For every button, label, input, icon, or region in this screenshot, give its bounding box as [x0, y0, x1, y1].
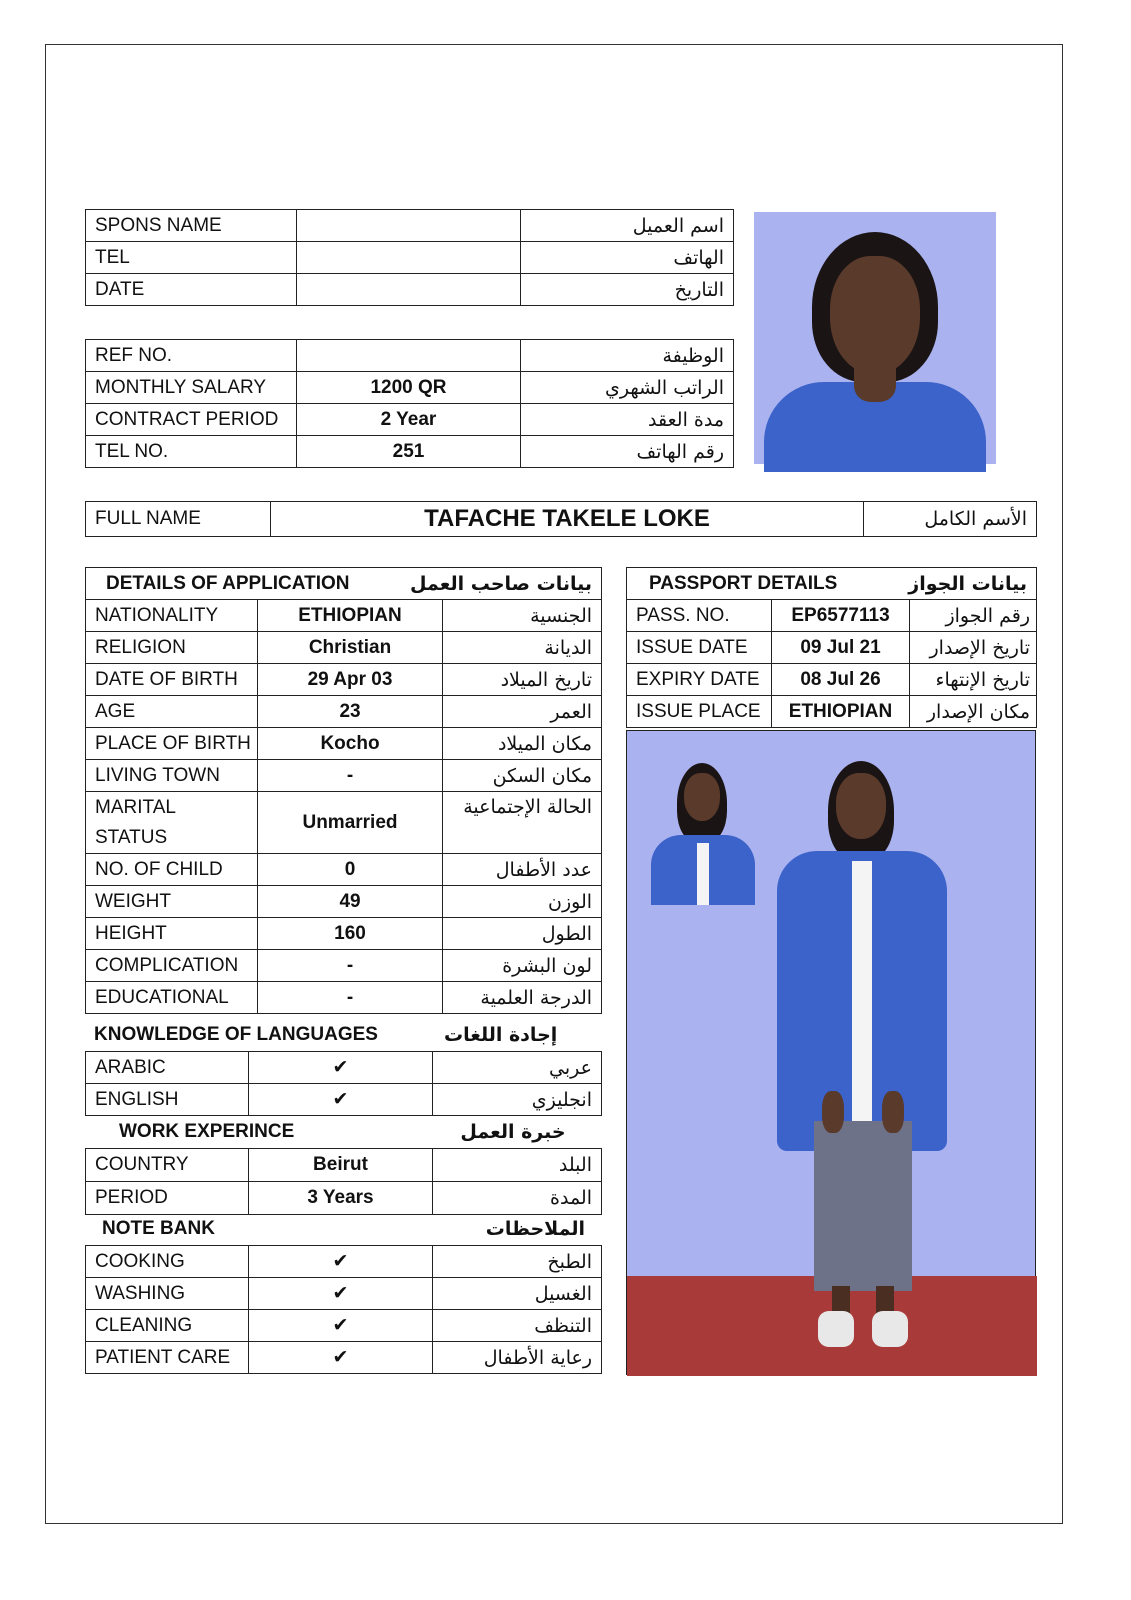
skills-table	[85, 1245, 602, 1374]
languages-title-arabic: إجادة اللغات	[444, 1024, 558, 1046]
children-label: NO. OF CHILD	[86, 854, 258, 886]
table-row	[86, 664, 602, 696]
table-row	[86, 854, 602, 886]
height-value: 160	[258, 918, 443, 950]
children-arabic: عدد الأطفال	[443, 854, 602, 886]
country-label: COUNTRY	[86, 1149, 249, 1182]
issue-place-label: ISSUE PLACE	[627, 696, 772, 728]
washing-label: WASHING	[86, 1278, 249, 1310]
contract-label: CONTRACT PERIOD	[86, 404, 297, 436]
ref-no-label: REF NO.	[86, 340, 297, 372]
date-label: DATE	[86, 274, 297, 306]
spons-name-arabic: اسم العميل	[521, 210, 734, 242]
experience-table	[85, 1148, 602, 1215]
tel-no-arabic: رقم الهاتف	[521, 436, 734, 468]
period-value: 3 Years	[249, 1182, 433, 1215]
dob-label: DATE OF BIRTH	[86, 664, 258, 696]
issue-place-arabic: مكان الإصدار	[910, 696, 1037, 728]
languages-title: KNOWLEDGE OF LANGUAGES	[94, 1024, 378, 1045]
date-value	[297, 274, 521, 306]
job-row-tel	[86, 436, 734, 468]
country-arabic: البلد	[433, 1149, 602, 1182]
arabic-lang-arabic: عربي	[433, 1052, 602, 1084]
cooking-label: COOKING	[86, 1246, 249, 1278]
period-arabic: المدة	[433, 1182, 602, 1215]
religion-arabic: الديانة	[443, 632, 602, 664]
nationality-value: ETHIOPIAN	[258, 600, 443, 632]
table-row	[86, 1310, 602, 1342]
patient-care-check-icon: ✔	[249, 1342, 433, 1374]
sponsor-row-date	[86, 274, 734, 306]
marital-status-arabic: الحالة الإجتماعية	[443, 792, 602, 854]
job-row-ref	[86, 340, 734, 372]
application-title: DETAILS OF APPLICATION	[86, 568, 443, 600]
ref-no-arabic: الوظيفة	[521, 340, 734, 372]
patient-care-label: PATIENT CARE	[86, 1342, 249, 1374]
issue-date-value: 09 Jul 21	[772, 632, 910, 664]
full-name-table	[85, 501, 1037, 537]
pass-no-arabic: رقم الجواز	[910, 600, 1037, 632]
skills-title-arabic: الملاحظات	[485, 1218, 585, 1240]
table-row	[86, 1182, 602, 1215]
cleaning-check-icon: ✔	[249, 1310, 433, 1342]
dob-value: 29 Apr 03	[258, 664, 443, 696]
religion-value: Christian	[258, 632, 443, 664]
english-lang-label: ENGLISH	[86, 1084, 249, 1116]
place-of-birth-value: Kocho	[258, 728, 443, 760]
living-town-label: LIVING TOWN	[86, 760, 258, 792]
full-name-label: FULL NAME	[86, 502, 271, 537]
languages-table	[85, 1051, 602, 1116]
cooking-arabic: الطبخ	[433, 1246, 602, 1278]
children-value: 0	[258, 854, 443, 886]
table-row	[86, 696, 602, 728]
living-town-value: -	[258, 760, 443, 792]
full-body-photo	[626, 730, 1036, 1375]
arabic-lang-check-icon: ✔	[249, 1052, 433, 1084]
place-of-birth-label: PLACE OF BIRTH	[86, 728, 258, 760]
expiry-date-label: EXPIRY DATE	[627, 664, 772, 696]
table-row	[86, 1278, 602, 1310]
salary-arabic: الراتب الشهري	[521, 372, 734, 404]
table-row	[86, 632, 602, 664]
height-label: HEIGHT	[86, 918, 258, 950]
salary-label: MONTHLY SALARY	[86, 372, 297, 404]
table-row	[86, 886, 602, 918]
application-header	[86, 568, 602, 600]
patient-care-arabic: رعاية الأطفال	[433, 1342, 602, 1374]
pass-no-label: PASS. NO.	[627, 600, 772, 632]
washing-arabic: الغسيل	[433, 1278, 602, 1310]
table-row	[86, 600, 602, 632]
complication-arabic: لون البشرة	[443, 950, 602, 982]
tel-value	[297, 242, 521, 274]
marital-status-label: MARITAL STATUS	[86, 792, 258, 854]
complication-value: -	[258, 950, 443, 982]
sponsor-row-name	[86, 210, 734, 242]
contract-value: 2 Year	[297, 404, 521, 436]
english-lang-arabic: انجليزي	[433, 1084, 602, 1116]
tel-no-value: 251	[297, 436, 521, 468]
passport-title-arabic: بيانات الجواز	[910, 568, 1037, 600]
place-of-birth-arabic: مكان الميلاد	[443, 728, 602, 760]
table-row	[627, 632, 1037, 664]
age-value: 23	[258, 696, 443, 728]
expiry-date-arabic: تاريخ الإنتهاء	[910, 664, 1037, 696]
country-value: Beirut	[249, 1149, 433, 1182]
table-row	[86, 760, 602, 792]
sponsor-row-tel	[86, 242, 734, 274]
application-title-arabic: بيانات صاحب العمل	[443, 568, 602, 600]
languages-header	[85, 1019, 601, 1051]
table-row	[86, 1149, 602, 1182]
spons-name-value	[297, 210, 521, 242]
age-label: AGE	[86, 696, 258, 728]
experience-title-arabic: خبرة العمل	[460, 1121, 566, 1143]
english-lang-check-icon: ✔	[249, 1084, 433, 1116]
educational-label: EDUCATIONAL	[86, 982, 258, 1014]
date-arabic: التاريخ	[521, 274, 734, 306]
nationality-arabic: الجنسية	[443, 600, 602, 632]
salary-value: 1200 QR	[297, 372, 521, 404]
job-table	[85, 339, 734, 468]
table-row	[627, 696, 1037, 728]
passport-header	[627, 568, 1037, 600]
table-row	[86, 982, 602, 1014]
experience-header	[85, 1116, 601, 1148]
issue-date-arabic: تاريخ الإصدار	[910, 632, 1037, 664]
height-arabic: الطول	[443, 918, 602, 950]
issue-place-value: ETHIOPIAN	[772, 696, 910, 728]
job-row-salary	[86, 372, 734, 404]
sponsor-table	[85, 209, 734, 306]
weight-value: 49	[258, 886, 443, 918]
cooking-check-icon: ✔	[249, 1246, 433, 1278]
dob-arabic: تاريخ الميلاد	[443, 664, 602, 696]
tel-label: TEL	[86, 242, 297, 274]
expiry-date-value: 08 Jul 26	[772, 664, 910, 696]
full-name-value: TAFACHE TAKELE LOKE	[271, 502, 864, 537]
standing-figure	[772, 761, 952, 1351]
tel-no-label: TEL NO.	[86, 436, 297, 468]
period-label: PERIOD	[86, 1182, 249, 1215]
weight-label: WEIGHT	[86, 886, 258, 918]
issue-date-label: ISSUE DATE	[627, 632, 772, 664]
portrait-photo	[754, 212, 996, 464]
table-row	[86, 1246, 602, 1278]
experience-title: WORK EXPERINCE	[119, 1121, 295, 1142]
arabic-lang-label: ARABIC	[86, 1052, 249, 1084]
passport-title: PASSPORT DETAILS	[627, 568, 910, 600]
tel-arabic: الهاتف	[521, 242, 734, 274]
ref-no-value	[297, 340, 521, 372]
spons-name-label: SPONS NAME	[86, 210, 297, 242]
pass-no-value: EP6577113	[772, 600, 910, 632]
job-row-contract	[86, 404, 734, 436]
age-arabic: العمر	[443, 696, 602, 728]
religion-label: RELIGION	[86, 632, 258, 664]
marital-status-value: Unmarried	[258, 792, 443, 854]
nationality-label: NATIONALITY	[86, 600, 258, 632]
table-row	[86, 792, 602, 854]
table-row	[86, 1052, 602, 1084]
weight-arabic: الوزن	[443, 886, 602, 918]
cleaning-label: CLEANING	[86, 1310, 249, 1342]
contract-arabic: مدة العقد	[521, 404, 734, 436]
full-name-arabic: الأسم الكامل	[864, 502, 1037, 537]
educational-arabic: الدرجة العلمية	[443, 982, 602, 1014]
living-town-arabic: مكان السكن	[443, 760, 602, 792]
washing-check-icon: ✔	[249, 1278, 433, 1310]
application-table	[85, 567, 602, 1014]
cleaning-arabic: التنظف	[433, 1310, 602, 1342]
passport-table	[626, 567, 1037, 728]
table-row	[86, 1342, 602, 1374]
table-row	[86, 728, 602, 760]
table-row	[86, 918, 602, 950]
skills-title: NOTE BANK	[102, 1218, 215, 1239]
skills-header	[85, 1213, 601, 1245]
table-row	[627, 600, 1037, 632]
small-inset-photo	[651, 763, 755, 905]
table-row	[86, 1084, 602, 1116]
table-row	[627, 664, 1037, 696]
complication-label: COMPLICATION	[86, 950, 258, 982]
educational-value: -	[258, 982, 443, 1014]
table-row	[86, 950, 602, 982]
